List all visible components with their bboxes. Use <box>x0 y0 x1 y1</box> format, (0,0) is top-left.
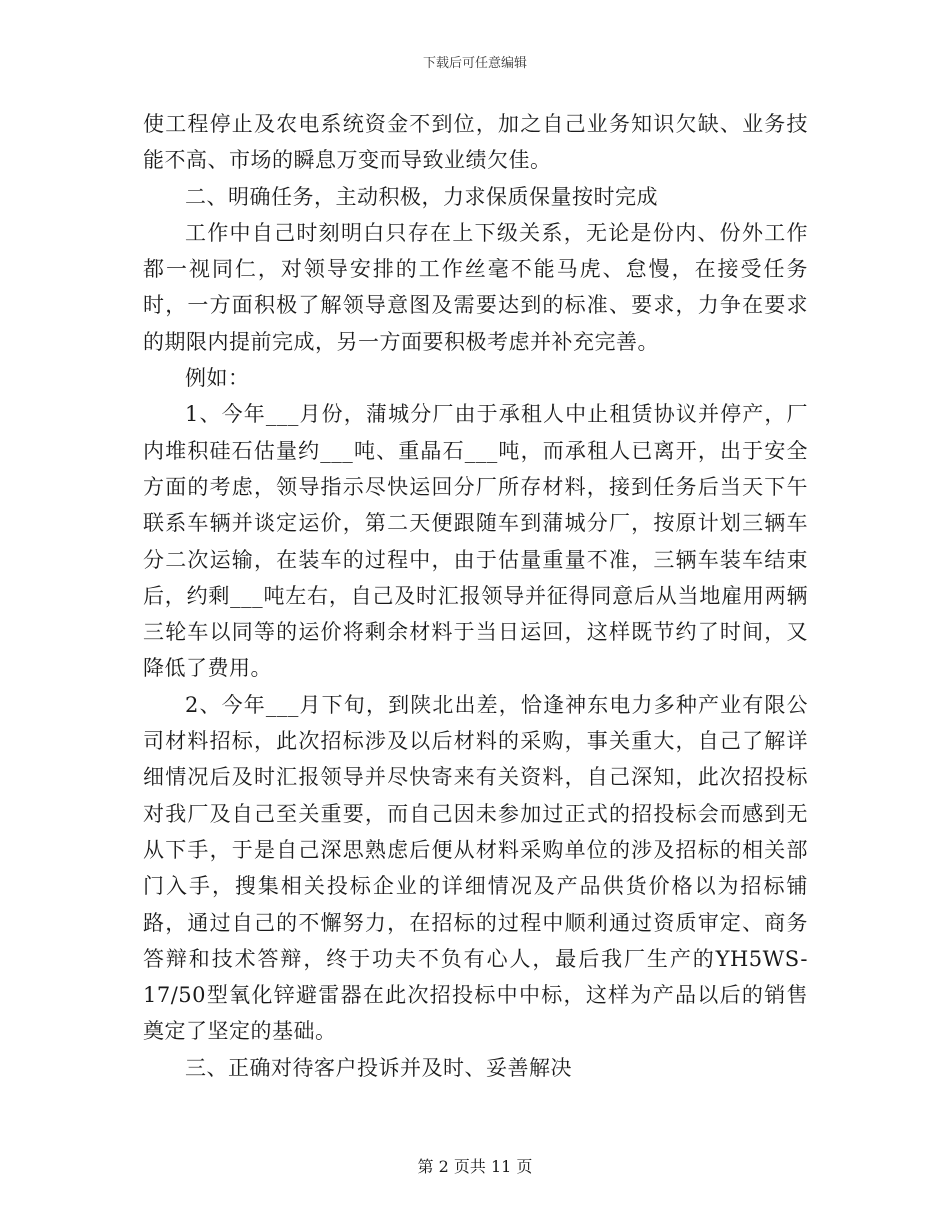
section-heading-2: 二、明确任务，主动积极，力求保质保量按时完成 <box>185 184 658 209</box>
page-number: 第 2 页共 11 页 <box>417 1157 533 1176</box>
paragraph-example-2: 2、今年___月下旬，到陕北出差，恰逢神东电力多种产业有限公司材料招标，此次招标涉及以后材料的采购，事关重大，自己了解详细情况后及时汇报领导并尽快寄来有关资料，自己深知，此次招投标对我厂及自己至关重要，而自己因未参加过正式的招投标会而感到无从下手，于是自己深思熟虑后便从材料采购单位的涉及招标的相关部门入手，搜集相关投标企业的详细情况及产品供货价格以为招标铺路，通过自己的不懈努力，在招标的过程中顺利通过资质审定、商务答辩和技术答辩，终于功夫不负有心人，最后我厂生产的YH5WS-17/50型氧化锌避雷器在此次招投标中中标，这样为产品以后的销售奠定了坚定的基础。 <box>143 692 808 1044</box>
section-heading-3: 三、正确对待客户投诉并及时、妥善解决 <box>185 1055 572 1080</box>
paragraph-continuation: 使工程停止及农电系统资金不到位，加之自己业务知识欠缺、业务技能不高、市场的瞬息万变而导致业绩欠佳。 <box>143 112 808 173</box>
page-header-note: 下载后可任意编辑 <box>422 56 527 71</box>
paragraph-work-attitude: 工作中自己时刻明白只存在上下级关系，无论是份内、份外工作都一视同仁，对领导安排的工作丝毫不能马虎、怠慢，在接受任务时，一方面积极了解领导意图及需要达到的标准、要求，力争在要求的期限内提前完成，另一方面要积极考虑并补充完善。 <box>143 220 808 354</box>
document-body <box>143 106 808 1086</box>
paragraph-example-label: 例如： <box>185 366 250 391</box>
paragraph-example-1: 1、今年___月份，蒲城分厂由于承租人中止租赁协议并停产，厂内堆积硅石估量约___吨、重晶石___吨，而承租人已离开，出于安全方面的考虑，领导指示尽快运回分厂所存材料，接到任务后当天下午联系车辆并谈定运价，第二天便跟随车到蒲城分厂，按原计划三辆车分二次运输，在装车的过程中，由于估量重量不准，三辆车装车结束后，约剩___吨左右，自己及时汇报领导并征得同意后从当地雇用两辆三轮车以同等的运价将剩余材料于当日运回，这样既节约了时间，又降低了费用。 <box>143 402 808 681</box>
